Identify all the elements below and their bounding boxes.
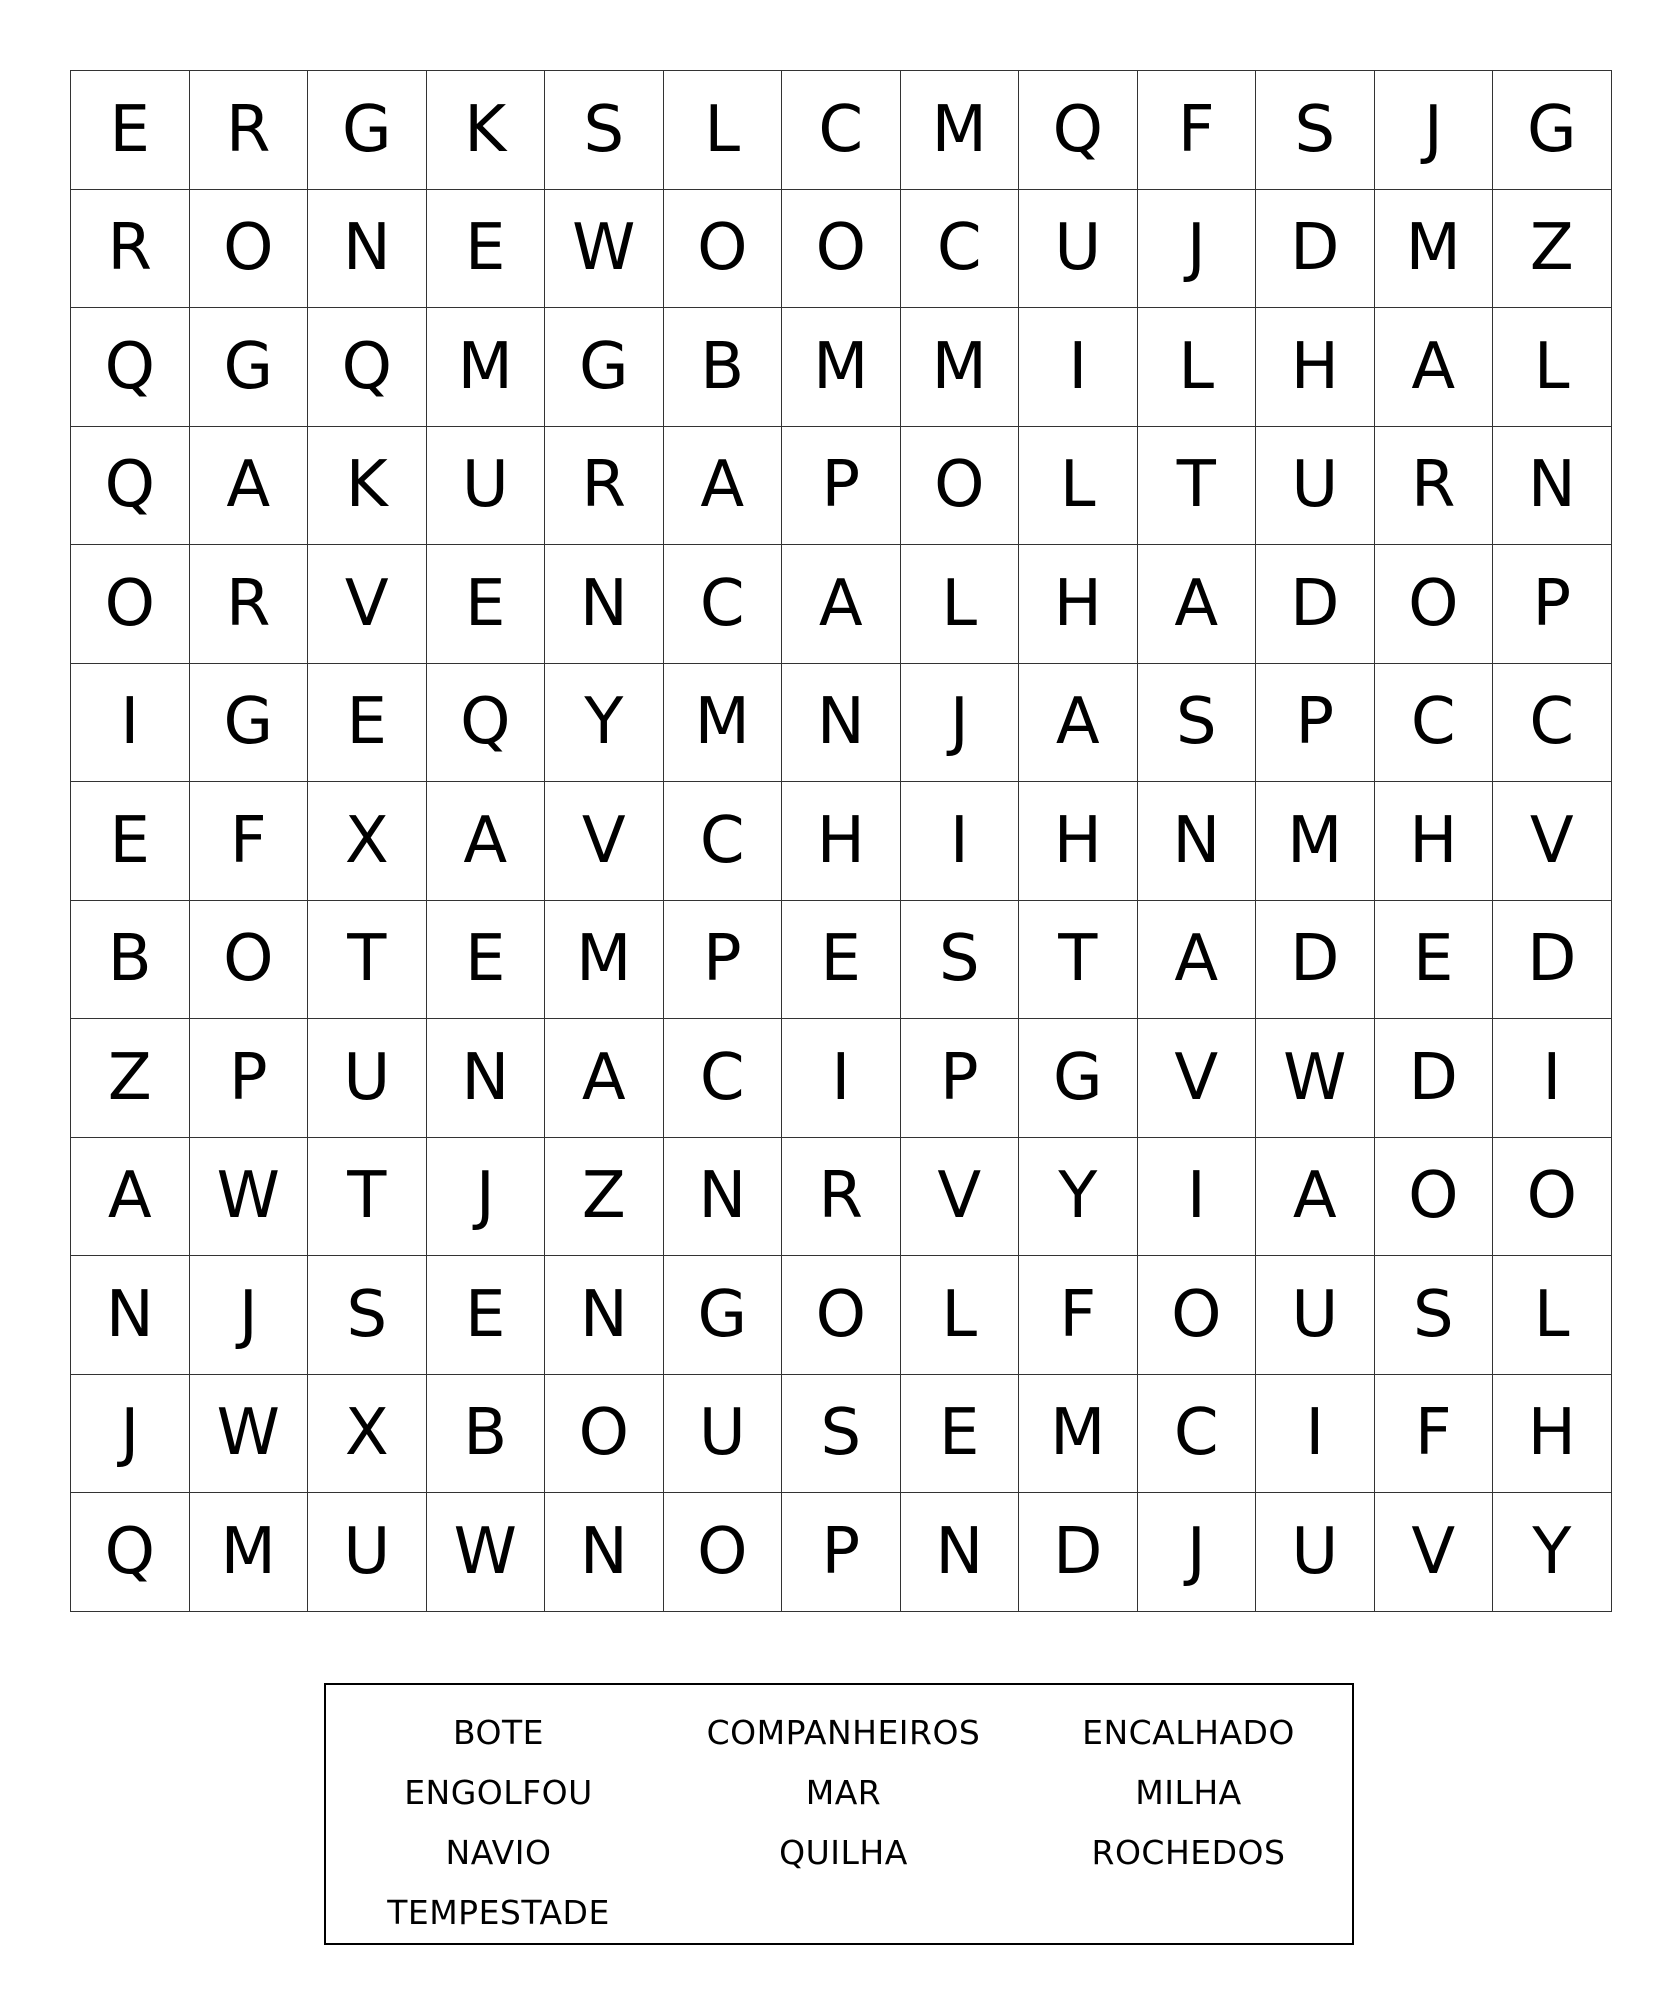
grid-cell[interactable]: O [190, 190, 309, 309]
grid-cell[interactable]: R [1375, 427, 1494, 546]
grid-cell[interactable]: V [545, 782, 664, 901]
grid-cell[interactable]: S [545, 71, 664, 190]
grid-cell[interactable]: Y [1019, 1138, 1138, 1257]
grid-cell[interactable]: A [71, 1138, 190, 1257]
grid-cell[interactable]: C [1493, 664, 1612, 783]
grid-cell[interactable]: H [1019, 782, 1138, 901]
grid-cell[interactable]: R [190, 71, 309, 190]
grid-cell[interactable]: I [1138, 1138, 1257, 1257]
grid-cell[interactable]: G [545, 308, 664, 427]
grid-cell[interactable]: U [308, 1019, 427, 1138]
grid-cell[interactable]: Q [71, 1493, 190, 1612]
grid-cell[interactable]: Q [71, 308, 190, 427]
grid-cell[interactable]: K [427, 71, 546, 190]
grid-cell[interactable]: C [1375, 664, 1494, 783]
grid-cell[interactable]: F [1019, 1256, 1138, 1375]
grid-cell[interactable]: P [1493, 545, 1612, 664]
grid-cell[interactable]: D [1256, 901, 1375, 1020]
grid-cell[interactable]: O [782, 1256, 901, 1375]
grid-cell[interactable]: T [1019, 901, 1138, 1020]
grid-cell[interactable]: B [71, 901, 190, 1020]
grid-cell[interactable]: G [190, 664, 309, 783]
grid-cell[interactable]: H [1493, 1375, 1612, 1494]
grid-cell[interactable]: T [308, 1138, 427, 1257]
grid-cell[interactable]: A [782, 545, 901, 664]
grid-cell[interactable]: G [1019, 1019, 1138, 1138]
grid-cell[interactable]: R [545, 427, 664, 546]
grid-cell[interactable]: N [545, 1493, 664, 1612]
grid-cell[interactable]: E [427, 1256, 546, 1375]
grid-cell[interactable]: G [190, 308, 309, 427]
grid-cell[interactable]: X [308, 782, 427, 901]
grid-cell[interactable]: N [1138, 782, 1257, 901]
grid-cell[interactable]: N [901, 1493, 1020, 1612]
grid-cell[interactable]: T [1138, 427, 1257, 546]
grid-cell[interactable]: S [1256, 71, 1375, 190]
grid-cell[interactable]: L [901, 1256, 1020, 1375]
word-list-item: QUILHA [779, 1833, 908, 1872]
grid-cell[interactable]: E [782, 901, 901, 1020]
grid-cell[interactable]: S [782, 1375, 901, 1494]
grid-cell[interactable]: G [308, 71, 427, 190]
grid-cell[interactable]: P [664, 901, 783, 1020]
grid-cell[interactable]: O [782, 190, 901, 309]
word-list-item: TEMPESTADE [387, 1893, 610, 1932]
grid-cell[interactable]: Z [545, 1138, 664, 1257]
grid-cell[interactable]: U [1256, 1256, 1375, 1375]
grid-cell[interactable]: I [1493, 1019, 1612, 1138]
grid-cell[interactable]: O [1493, 1138, 1612, 1257]
grid-cell[interactable]: E [427, 545, 546, 664]
grid-cell[interactable]: J [427, 1138, 546, 1257]
grid-cell[interactable]: O [664, 1493, 783, 1612]
grid-cell[interactable]: U [1256, 1493, 1375, 1612]
grid-cell[interactable]: C [664, 545, 783, 664]
grid-cell[interactable]: U [1256, 427, 1375, 546]
grid-cell[interactable]: V [1138, 1019, 1257, 1138]
grid-cell[interactable]: O [1138, 1256, 1257, 1375]
grid-cell[interactable]: F [1375, 1375, 1494, 1494]
grid-cell[interactable]: S [1138, 664, 1257, 783]
grid-cell[interactable]: M [901, 71, 1020, 190]
grid-cell[interactable]: J [71, 1375, 190, 1494]
grid-cell[interactable]: C [664, 782, 783, 901]
grid-cell[interactable]: R [71, 190, 190, 309]
grid-cell[interactable]: O [1375, 1138, 1494, 1257]
grid-cell[interactable]: U [308, 1493, 427, 1612]
grid-cell[interactable]: C [1138, 1375, 1257, 1494]
grid-cell[interactable]: V [308, 545, 427, 664]
grid-cell[interactable]: P [901, 1019, 1020, 1138]
grid-cell[interactable]: B [427, 1375, 546, 1494]
grid-cell[interactable]: W [1256, 1019, 1375, 1138]
grid-cell[interactable]: I [71, 664, 190, 783]
grid-cell[interactable]: W [190, 1138, 309, 1257]
grid-cell[interactable]: Z [1493, 190, 1612, 309]
grid-cell[interactable]: M [1375, 190, 1494, 309]
grid-cell[interactable]: S [1375, 1256, 1494, 1375]
grid-cell[interactable]: N [308, 190, 427, 309]
grid-cell[interactable]: A [545, 1019, 664, 1138]
grid-cell[interactable]: D [1019, 1493, 1138, 1612]
grid-cell[interactable]: M [1256, 782, 1375, 901]
grid-cell[interactable]: W [545, 190, 664, 309]
grid-cell[interactable]: U [1019, 190, 1138, 309]
grid-cell[interactable]: M [664, 664, 783, 783]
grid-cell[interactable]: L [1493, 308, 1612, 427]
grid-cell[interactable]: Y [1493, 1493, 1612, 1612]
grid-cell[interactable]: A [1138, 901, 1257, 1020]
word-list-item: NAVIO [445, 1833, 552, 1872]
grid-cell[interactable]: Q [1019, 71, 1138, 190]
grid-cell[interactable]: H [1256, 308, 1375, 427]
grid-cell[interactable]: N [782, 664, 901, 783]
grid-cell[interactable]: N [545, 545, 664, 664]
grid-cell[interactable]: A [664, 427, 783, 546]
grid-cell[interactable]: N [664, 1138, 783, 1257]
grid-cell[interactable]: O [190, 901, 309, 1020]
grid-cell[interactable]: M [901, 308, 1020, 427]
grid-cell[interactable]: J [1138, 190, 1257, 309]
grid-cell[interactable]: A [1375, 308, 1494, 427]
grid-cell[interactable]: L [1493, 1256, 1612, 1375]
grid-cell[interactable]: P [782, 427, 901, 546]
grid-cell[interactable]: P [1256, 664, 1375, 783]
grid-cell[interactable]: E [71, 71, 190, 190]
grid-cell[interactable]: A [190, 427, 309, 546]
grid-cell[interactable]: C [901, 190, 1020, 309]
grid-cell[interactable]: N [427, 1019, 546, 1138]
grid-cell[interactable]: K [308, 427, 427, 546]
grid-cell[interactable]: J [901, 664, 1020, 783]
grid-cell[interactable]: E [427, 190, 546, 309]
grid-cell[interactable]: A [1138, 545, 1257, 664]
grid-cell[interactable]: U [664, 1375, 783, 1494]
grid-cell[interactable]: Z [71, 1019, 190, 1138]
grid-cell[interactable]: O [664, 190, 783, 309]
grid-cell[interactable]: N [1493, 427, 1612, 546]
grid-cell[interactable]: J [1375, 71, 1494, 190]
grid-cell[interactable]: P [190, 1019, 309, 1138]
grid-cell[interactable]: L [901, 545, 1020, 664]
grid-cell[interactable]: V [901, 1138, 1020, 1257]
grid-cell[interactable]: G [664, 1256, 783, 1375]
grid-cell[interactable]: A [427, 782, 546, 901]
grid-cell[interactable]: M [1019, 1375, 1138, 1494]
word-list-item: MAR [805, 1773, 882, 1812]
word-list-box [324, 1683, 1354, 1945]
grid-cell[interactable]: N [545, 1256, 664, 1375]
grid-cell[interactable]: W [190, 1375, 309, 1494]
grid-cell[interactable]: O [71, 545, 190, 664]
grid-cell[interactable]: J [1138, 1493, 1257, 1612]
grid-cell[interactable]: I [782, 1019, 901, 1138]
grid-cell[interactable]: V [1493, 782, 1612, 901]
grid-cell[interactable]: L [1019, 427, 1138, 546]
grid-cell[interactable]: F [190, 782, 309, 901]
grid-cell[interactable]: O [1375, 545, 1494, 664]
grid-cell[interactable]: C [782, 71, 901, 190]
grid-cell[interactable]: M [545, 901, 664, 1020]
grid-cell[interactable]: H [782, 782, 901, 901]
grid-cell[interactable]: Q [427, 664, 546, 783]
grid-cell[interactable]: D [1256, 190, 1375, 309]
letter-grid [70, 70, 1612, 1612]
word-list-item: BOTE [452, 1713, 545, 1752]
grid-cell[interactable]: L [1138, 308, 1257, 427]
grid-cell[interactable]: T [308, 901, 427, 1020]
grid-cell[interactable]: O [545, 1375, 664, 1494]
grid-cell[interactable]: Q [308, 308, 427, 427]
grid-cell[interactable]: Q [71, 427, 190, 546]
grid-cell[interactable]: R [190, 545, 309, 664]
grid-cell[interactable]: I [1019, 308, 1138, 427]
grid-cell[interactable]: D [1375, 1019, 1494, 1138]
grid-cell[interactable]: A [1019, 664, 1138, 783]
grid-cell[interactable]: V [1375, 1493, 1494, 1612]
grid-cell[interactable]: D [1493, 901, 1612, 1020]
word-list [326, 1703, 1352, 1943]
grid-cell[interactable]: E [71, 782, 190, 901]
grid-cell[interactable]: I [901, 782, 1020, 901]
word-list-item: ENGOLFOU [404, 1773, 593, 1812]
grid-cell[interactable]: S [308, 1256, 427, 1375]
grid-cell[interactable]: M [427, 308, 546, 427]
grid-cell[interactable]: E [1375, 901, 1494, 1020]
grid-cell[interactable]: G [1493, 71, 1612, 190]
grid-cell[interactable]: S [901, 901, 1020, 1020]
grid-cell[interactable]: U [427, 427, 546, 546]
grid-cell[interactable]: M [190, 1493, 309, 1612]
grid-cell[interactable]: I [1256, 1375, 1375, 1494]
grid-cell[interactable]: A [1256, 1138, 1375, 1257]
grid-cell[interactable]: W [427, 1493, 546, 1612]
grid-cell[interactable]: E [901, 1375, 1020, 1494]
grid-cell[interactable]: C [664, 1019, 783, 1138]
grid-cell[interactable]: Y [545, 664, 664, 783]
grid-cell[interactable]: J [190, 1256, 309, 1375]
grid-cell[interactable]: F [1138, 71, 1257, 190]
grid-cell[interactable]: N [71, 1256, 190, 1375]
word-list-item: COMPANHEIROS [706, 1713, 981, 1752]
grid-cell[interactable]: X [308, 1375, 427, 1494]
grid-cell[interactable]: E [308, 664, 427, 783]
word-list-item: ROCHEDOS [1091, 1833, 1286, 1872]
grid-cell[interactable]: E [427, 901, 546, 1020]
grid-cell[interactable]: P [782, 1493, 901, 1612]
grid-cell[interactable]: B [664, 308, 783, 427]
grid-cell[interactable]: L [664, 71, 783, 190]
grid-cell[interactable]: H [1375, 782, 1494, 901]
grid-cell[interactable]: H [1019, 545, 1138, 664]
grid-cell[interactable]: R [782, 1138, 901, 1257]
word-list-item: ENCALHADO [1082, 1713, 1295, 1752]
grid-cell[interactable]: M [782, 308, 901, 427]
word-list-item: MILHA [1135, 1773, 1242, 1812]
grid-cell[interactable]: D [1256, 545, 1375, 664]
grid-cell[interactable]: O [901, 427, 1020, 546]
